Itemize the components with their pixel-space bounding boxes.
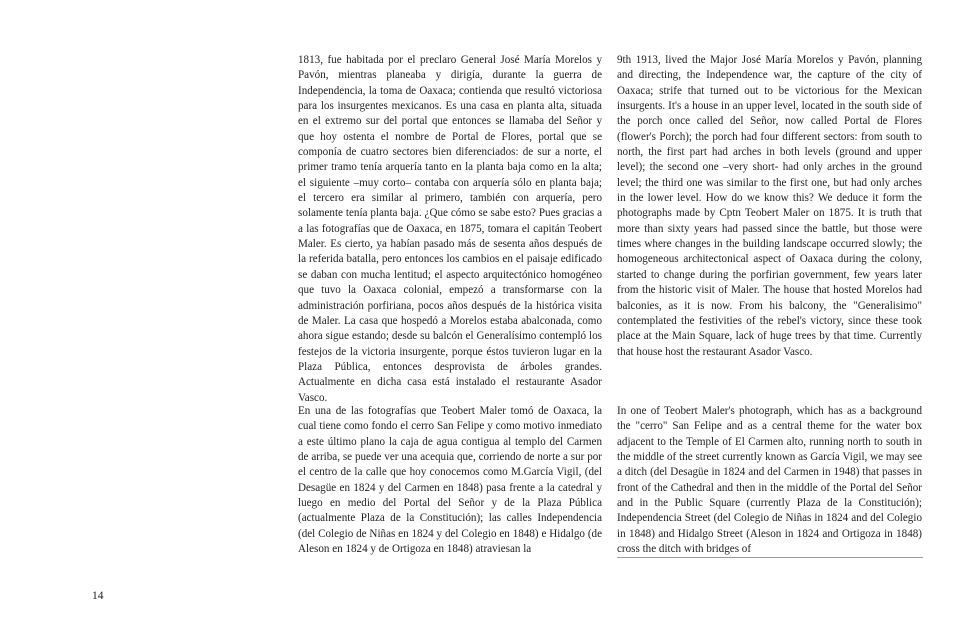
spanish-paragraph-2: En una de las fotografías que Teobert Maler tomó de Oaxaca, la cual tiene como fondo el cerro San Felipe y como motivo inmediato a este último plano la caja de agua contigua al templo del Carmen de arriba, se puede ver una acequia que, corriendo de norte a sur por el centro de la calle que hoy conocemos como M.García Vigil, (del Desagüe en 1824 y del Carmen en 1848) pasa frente a la catedral y luego en medio del Portal del Señor y de la Plaza Pública (actualmente Plaza de la Constitución); las calles Independencia (del Colegio de Niñas en 1824 y del Colegio en 1848) e Hidalgo (de Aleson en 1824 y de Ortigoza en 1848) atraviesan la — [298, 405, 602, 556]
page-number: 14 — [92, 590, 104, 602]
english-column-bottom — [617, 404, 922, 557]
english-paragraph-2: In one of Teobert Maler's photograph, which has as a background the "cerro" San Felipe and as a central theme for the water box adjacent to the Temple of El Carmen alto, running north to south in the middle of the street currently known as García Vigil, we may see a ditch (del Desagüe in 1824 and del Carmen in 1948) that passes in front of the Cathedral and then in the middle of the Portal del Señor and in the Public Square (currently Plaza de la Constitución); Independencia Street (del Colegio de Niñas in 1824 and del Colegio in 1848) and Hidalgo Street (Aleson in 1824 and Ortigoza in 1848) cross the ditch with bridges of — [617, 405, 922, 556]
english-column-top — [617, 53, 922, 360]
spanish-paragraph-1: 1813, fue habitada por el preclaro General José María Morelos y Pavón, mientras planeaba y dirigía, durante la guerra de Independencia, la toma de Oaxaca; contienda que resultó victoriosa para los insurgentes mexicanos. Es una casa en planta alta, situada en el extremo sur del portal que entonces se llamaba del Señor y que hoy ostenta el nombre de Portal de Flores, portal que se componía de cuatro sectores bien diferenciados: de sur a norte, el primer tramo tenía arquería tanto en la planta baja como en la alta; el siguiente –muy corto– contaba con arquería sólo en planta baja; el tercero era similar al primero, también con arquería, pero solamente tenía planta baja. ¿Que cómo se sabe esto? Pues gracias a a las fotografías que de Oaxaca, en 1875, tomara el capitán Teobert Maler. Es cierto, ya habían pasado más de sesenta años después de la referida batalla, pero entonces los cambios en el paisaje edificado se daban con mucha lentitud; el aspecto arquitectónico homogéneo que tuvo la Oaxaca colonial, empezó a transformarse con la administración porfiriana, pocos años después de la histórica visita de Maler. La casa que hospedó a Morelos estaba abalconada, como ahora sigue estando; desde su balcón el Generalísimo contempló los festejos de la victoria insurgente, porque éstos tuvieron lugar en la Plaza Pública, entonces desprovista de árboles grandes. Actualmente en dicha casa está instalado el restaurante Asador Vasco. — [298, 54, 602, 404]
english-paragraph-1: 9th 1913, lived the Major José María Morelos y Pavón, planning and directing, the Independence war, the capture of the city of Oaxaca; strife that turned out to be victorious for the Mexican insurgents. It's a house in an upper level, located in the south side of the porch once called del Señor, now called Portal de Flores (flower's Porch); the porch had four different sectors: from south to north, the first part had arches in both levels (ground and upper level); the second one –very short- had only arches in the ground level; the third one was similar to the first one, but had only arches in the lower level. How do we know this? We deduce it form the photographs made by Cptn Teobert Maler on 1875. It is truth that more than sixty years had passed since the battle, but those were times where changes in the building landscape occurred slowly; the homogeneous architectonical aspect of Oaxaca during the colony, started to change during the porfirian government, few years later from the historic visit of Maler. The house that hosted Morelos had balconies, as it is now. From his balcony, the "Generalisimo" contemplated the festivities of the rebel's victory, since these took place at the Main Square, lack of huge trees by that time. Currently that house host the restaurant Asador Vasco. — [617, 54, 922, 358]
footnote-divider — [617, 557, 923, 558]
spanish-column-bottom — [298, 404, 602, 557]
spanish-column-top — [298, 53, 602, 406]
